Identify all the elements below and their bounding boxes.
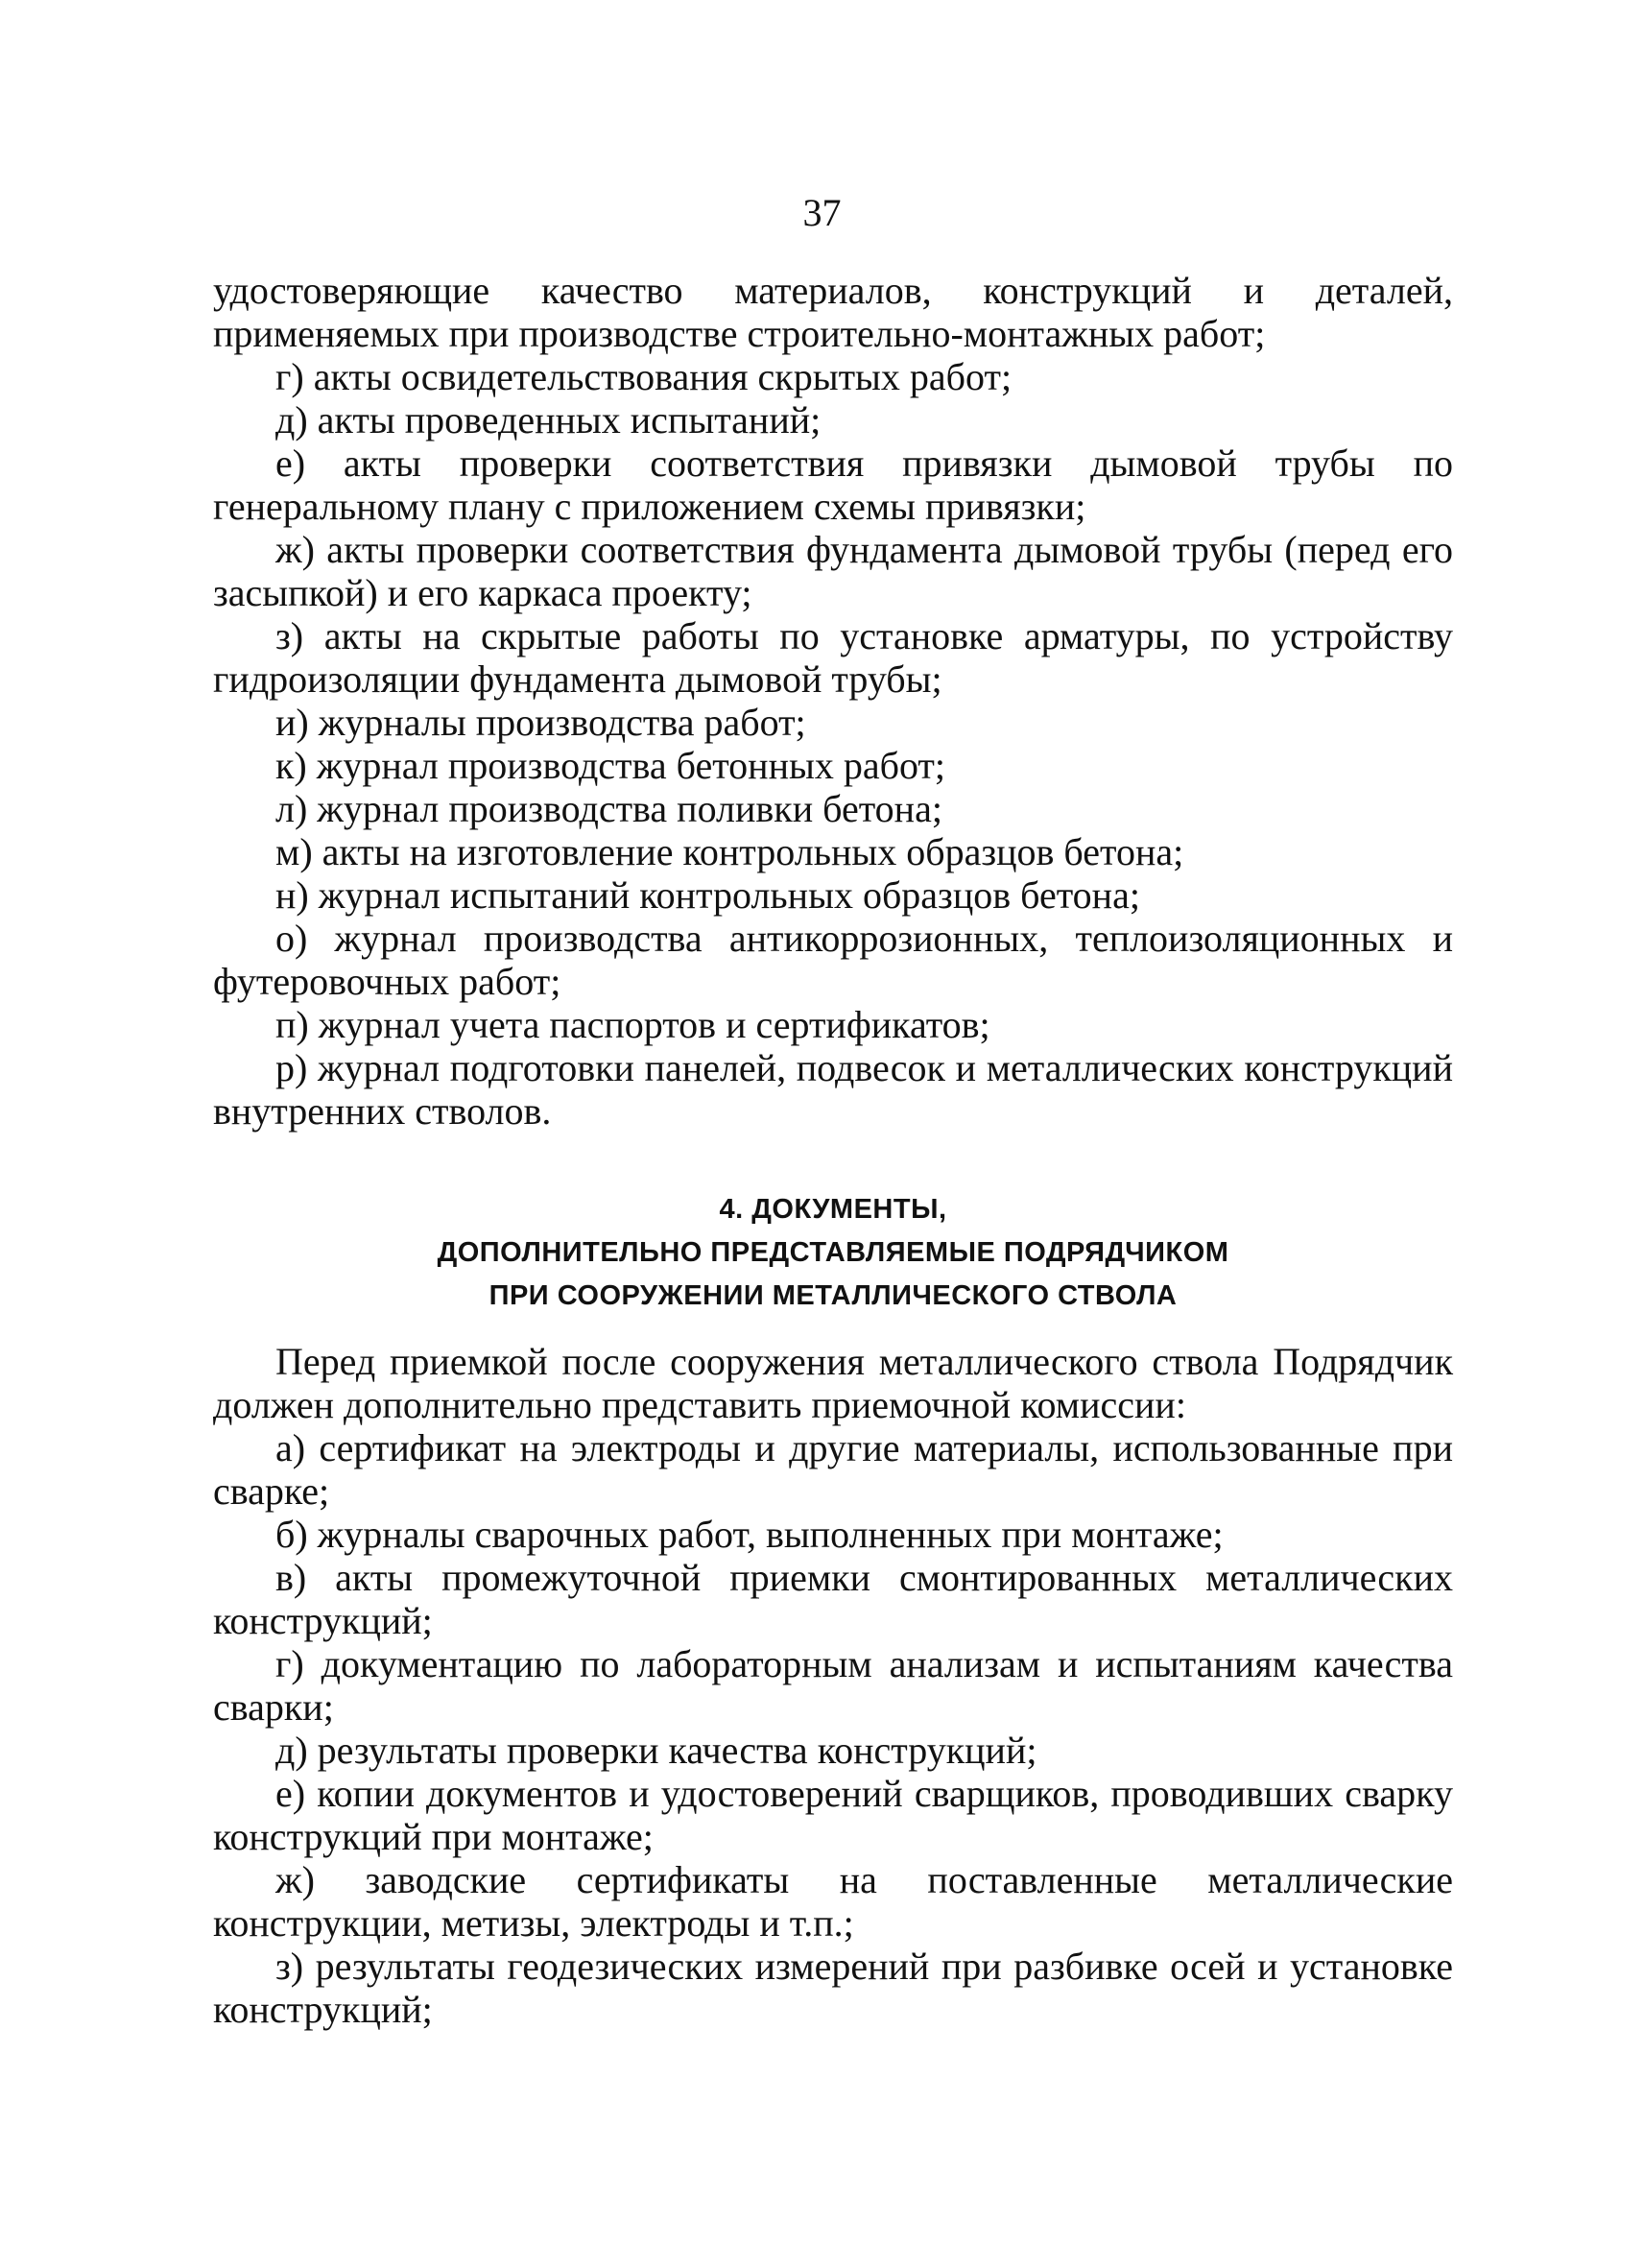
list-item: н) журнал испытаний контрольных образцов бетона; <box>275 873 1140 917</box>
list-item: о) журнал производства антикоррозионных, теплоизоляционных и футеровочных работ; <box>213 917 1453 1003</box>
list-item: е) копии документов и удостоверений сварщиков, проводивших сварку конструкций при монтаже; <box>213 1772 1453 1858</box>
list-item: и) журналы производства работ; <box>275 701 806 744</box>
list-item: б) журналы сварочных работ, выполненных при монтаже; <box>275 1513 1224 1556</box>
list-item: м) акты на изготовление контрольных образцов бетона; <box>275 830 1184 873</box>
paragraph: удостоверяющие качество материалов, конструкций и деталей, применяемых при производстве строительно-монтажных работ; <box>213 269 1453 355</box>
section-heading-line-2: ДОПОЛНИТЕЛЬНО ПРЕДСТАВЛЯЕМЫЕ ПОДРЯДЧИКОМ <box>437 1237 1229 1268</box>
list-item: к) журнал производства бетонных работ; <box>275 744 946 787</box>
list-item: в) акты промежуточной приемки смонтированных металлических конструкций; <box>213 1556 1453 1642</box>
list-item: г) акты освидетельствования скрытых работ; <box>275 355 1013 398</box>
list-item: е) акты проверки соответствия привязки дымовой трубы по генеральному плану с приложением схемы привязки; <box>213 442 1453 528</box>
bottom-text-block <box>213 1340 1453 2031</box>
list-item: з) результаты геодезических измерений при разбивке осей и установке конструкций; <box>213 1945 1453 2031</box>
page-number: 37 <box>802 191 842 234</box>
list-item: д) результаты проверки качества конструкций; <box>275 1729 1037 1772</box>
list-item: л) журнал производства поливки бетона; <box>275 787 942 830</box>
list-item: ж) акты проверки соответствия фундамента дымовой трубы (перед его засыпкой) и его каркаса проекту; <box>213 528 1453 614</box>
list-item: г) документацию по лабораторным анализам и испытаниям качества сварки; <box>213 1642 1453 1729</box>
list-item: п) журнал учета паспортов и сертификатов; <box>275 1003 990 1046</box>
section-heading <box>213 1188 1453 1318</box>
list-item: ж) заводские сертификаты на поставленные металлические конструкции, метизы, электроды и т.п.; <box>213 1858 1453 1945</box>
list-item: а) сертификат на электроды и другие материалы, использованные при сварке; <box>213 1426 1453 1513</box>
section-heading-line-3: ПРИ СООРУЖЕНИИ МЕТАЛЛИЧЕСКОГО СТВОЛА <box>488 1280 1178 1311</box>
top-text-block <box>213 269 1453 1133</box>
list-item: д) акты проведенных испытаний; <box>275 398 822 442</box>
list-item: з) акты на скрытые работы по установке арматуры, по устройству гидроизоляции фундамента дымовой трубы; <box>213 614 1453 701</box>
paragraph: Перед приемкой после сооружения металлического ствола Подрядчик должен дополнительно представить приемочной комиссии: <box>213 1340 1453 1426</box>
list-item: р) журнал подготовки панелей, подвесок и металлических конструкций внутренних стволов. <box>213 1046 1453 1133</box>
section-heading-line-1: 4. ДОКУМЕНТЫ, <box>719 1194 947 1225</box>
